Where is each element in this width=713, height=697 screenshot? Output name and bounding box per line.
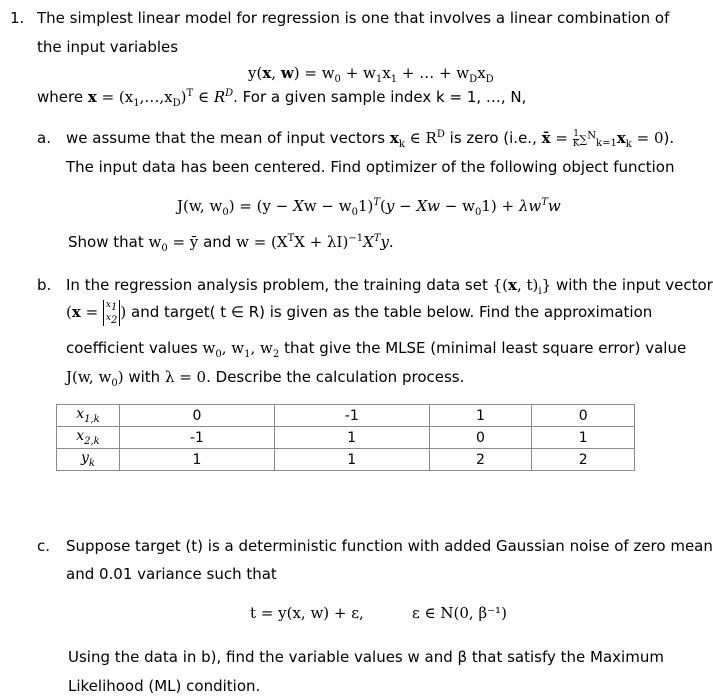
table-cell: 0	[429, 427, 532, 449]
row-header-x1k: $x_{1,k}$	[57, 405, 120, 427]
question-number: 1.	[10, 9, 25, 27]
part-c-label: c.	[37, 537, 51, 555]
show-and: and	[203, 233, 232, 251]
part-b-line1-suffix: with the input vector	[555, 276, 713, 294]
row-header-x2k: $x_{2,k}$	[57, 427, 120, 449]
noise-distribution: ε ∈ N(0, β⁻¹)	[412, 604, 507, 622]
part-b-line1-prefix: In the regression analysis problem, the training data set	[66, 276, 488, 294]
part-a-label: a.	[37, 129, 51, 147]
noise-model-equation: t = y(x, w) + ε,	[250, 604, 364, 622]
table-row	[57, 405, 635, 427]
objective-function: J(w, $w_0) = (y - Xw - w_01)^T(y - Xw - w_01) + \lambda w^Tw$	[177, 197, 561, 218]
table-cell: 0	[532, 405, 635, 427]
part-a-xk: $x_k$ ∈ $R^D$	[389, 129, 445, 150]
table-cell: 1	[429, 405, 532, 427]
table-cell: 1	[120, 449, 275, 471]
table-cell: -1	[120, 427, 275, 449]
part-b-line3-suffix: that give the MLSE (minimal least square error) value	[284, 339, 687, 357]
where-suffix: . For a given sample index k = 1, …, N,	[233, 88, 527, 106]
part-a-line1-close: ).	[663, 129, 675, 147]
intro-text-line1: The simplest linear model for regression is one that involves a linear combination of	[37, 9, 670, 27]
intro-text-line2: the input variables	[37, 38, 179, 56]
where-math: $x = (x_1,\dots,x_D)^T$ ∈ $R^D$	[87, 88, 234, 109]
show-w: $w = (X^TX + \lambda I)^{-1}X^Ty$.	[236, 233, 394, 251]
part-c-line2: and 0.01 variance such that	[66, 565, 277, 583]
show-prefix: Show that	[68, 233, 144, 251]
table-cell: 1	[274, 427, 429, 449]
model-equation: y(x, $w) = w_0 + w_1x_1$ + … + $w_Dx_D$	[248, 64, 494, 85]
part-b-line2-text: and target( t ∈ R) is given as the table below. Find the approximation	[131, 302, 653, 321]
part-a-line1	[66, 129, 674, 150]
part-c-line1: Suppose target (t) is a deterministic function with added Gaussian noise of zero mean	[66, 537, 713, 555]
table-row	[57, 449, 635, 471]
row-header-yk: $y_k$	[57, 449, 120, 471]
part-a-line1-mid: is zero (i.e.,	[449, 129, 537, 147]
part-b-line4-suffix: Describe the calculation process.	[215, 368, 465, 386]
table-cell: 0	[120, 405, 275, 427]
part-b-line1	[66, 276, 713, 297]
part-a-mean: x̄ = $\frac{1}{K}$ $\sum^N_{k=1}x_k = 0$	[541, 128, 664, 150]
part-b-label: b.	[37, 276, 52, 294]
part-b-j: J(w, $w_0$)	[66, 368, 124, 389]
table-cell: 2	[532, 449, 635, 471]
part-b-vars: $w_0$, $w_1$, $w_2$	[202, 339, 280, 360]
part-a-line2: The input data has been centered. Find optimizer of the following object function	[66, 158, 675, 176]
table-cell: 1	[532, 427, 635, 449]
part-b-line3	[66, 339, 686, 360]
part-c-line3: Using the data in b), find the variable values w and β that satisfy the Maximum	[68, 648, 664, 666]
where-prefix: where	[37, 88, 84, 106]
where-line	[37, 88, 526, 109]
table-cell: -1	[274, 405, 429, 427]
part-b-vector: (x = $x_1$ $x_2$ )	[66, 300, 127, 326]
part-b-line2	[66, 300, 652, 326]
part-b-with: with	[128, 368, 161, 386]
part-b-lambda: λ = 0.	[164, 368, 211, 386]
part-b-set: {(x, $t)_i$}	[492, 276, 552, 297]
show-w0: $w_0$ = ȳ	[148, 233, 199, 254]
part-c-line4: Likelihood (ML) condition.	[68, 677, 261, 695]
part-a-line1-prefix: we assume that the mean of input vectors	[66, 129, 386, 147]
training-data-table	[56, 404, 635, 471]
show-line	[68, 233, 394, 254]
table-cell: 1	[274, 449, 429, 471]
part-b-line3-prefix: coefficient values	[66, 339, 198, 357]
part-b-line4	[66, 368, 464, 389]
table-cell: 2	[429, 449, 532, 471]
table-row	[57, 427, 635, 449]
